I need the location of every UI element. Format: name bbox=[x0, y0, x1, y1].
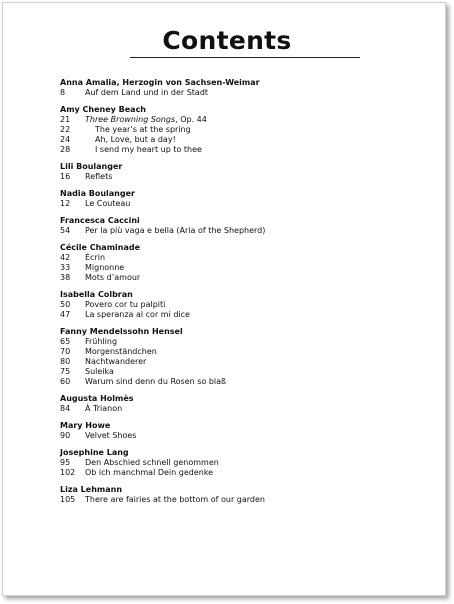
piece-title bbox=[85, 115, 430, 125]
composer-section bbox=[60, 78, 430, 98]
page-number: 102 bbox=[60, 468, 76, 477]
contents-list bbox=[60, 78, 430, 512]
contents-entry[interactable] bbox=[60, 125, 430, 135]
piece-title: Mignonne bbox=[85, 263, 125, 272]
page-number: 65 bbox=[60, 337, 71, 346]
contents-entry[interactable] bbox=[60, 367, 430, 377]
composer-name: Anna Amalia, Herzogin von Sachsen-Weimar bbox=[60, 78, 260, 87]
contents-entry[interactable] bbox=[60, 347, 430, 357]
composer-name: Nadia Boulanger bbox=[60, 189, 135, 198]
piece-title: Auf dem Land und in der Stadt bbox=[85, 88, 209, 97]
composer-name: Cécile Chaminade bbox=[60, 243, 141, 252]
page-number: 21 bbox=[60, 115, 71, 124]
piece-title: Warum sind denn du Rosen so blaß bbox=[85, 377, 227, 386]
piece-title-italic: Three Browning Songs bbox=[85, 115, 176, 124]
piece-title-suffix: , Op. 44 bbox=[175, 115, 207, 124]
page-title: Contents bbox=[162, 26, 292, 55]
contents-entry[interactable] bbox=[60, 88, 430, 98]
composer-section bbox=[60, 485, 430, 505]
page-number: 84 bbox=[60, 404, 71, 413]
contents-entry[interactable] bbox=[60, 172, 430, 182]
contents-entry[interactable] bbox=[60, 458, 430, 468]
page-number: 95 bbox=[60, 458, 71, 467]
piece-title: Frühling bbox=[85, 337, 118, 346]
page-number: 75 bbox=[60, 367, 71, 376]
piece-title: Ob ich manchmal Dein gedenke bbox=[85, 468, 214, 477]
page-number: 50 bbox=[60, 300, 71, 309]
page-number: 24 bbox=[60, 135, 71, 144]
contents-entry[interactable] bbox=[60, 310, 430, 320]
contents-entry[interactable] bbox=[60, 337, 430, 347]
piece-title: Reflets bbox=[85, 172, 113, 181]
page-number: 28 bbox=[60, 145, 71, 154]
contents-entry[interactable] bbox=[60, 199, 430, 209]
piece-title: Povero cor tu palpiti bbox=[85, 300, 166, 309]
composer-name: Liza Lehmann bbox=[60, 485, 123, 494]
title-rule bbox=[130, 57, 360, 58]
composer-name: Francesca Caccini bbox=[60, 216, 140, 225]
composer-name: Josephine Lang bbox=[60, 448, 129, 457]
composer-name: Amy Cheney Beach bbox=[60, 105, 146, 114]
contents-entry[interactable] bbox=[60, 253, 430, 263]
composer-section bbox=[60, 448, 430, 478]
contents-entry[interactable] bbox=[60, 468, 430, 478]
piece-title: Suleika bbox=[85, 367, 114, 376]
contents-entry[interactable] bbox=[60, 495, 430, 505]
contents-entry[interactable] bbox=[60, 145, 430, 155]
contents-entry[interactable] bbox=[60, 357, 430, 367]
piece-title: Le Couteau bbox=[85, 199, 131, 208]
page-number: 12 bbox=[60, 199, 71, 208]
piece-title: Mots d’amour bbox=[85, 273, 141, 282]
piece-title: Per la più vaga e bella (Aria of the Shepherd) bbox=[85, 226, 266, 235]
composer-section bbox=[60, 189, 430, 209]
contents-entry[interactable] bbox=[60, 404, 430, 414]
page-number: 90 bbox=[60, 431, 71, 440]
piece-title: The year’s at the spring bbox=[95, 125, 191, 134]
composer-section bbox=[60, 327, 430, 387]
contents-entry[interactable] bbox=[60, 263, 430, 273]
composer-section bbox=[60, 394, 430, 414]
contents-entry[interactable] bbox=[60, 135, 430, 145]
composer-section bbox=[60, 290, 430, 320]
composer-section bbox=[60, 162, 430, 182]
contents-entry[interactable] bbox=[60, 431, 430, 441]
page-number: 38 bbox=[60, 273, 71, 282]
piece-title: Morgenständchen bbox=[85, 347, 157, 356]
piece-title: La speranza al cor mi dice bbox=[85, 310, 190, 319]
page-number: 33 bbox=[60, 263, 71, 272]
contents-entry[interactable] bbox=[60, 273, 430, 283]
page-number: 22 bbox=[60, 125, 71, 134]
composer-section bbox=[60, 216, 430, 236]
contents-entry[interactable] bbox=[60, 377, 430, 387]
contents-entry[interactable] bbox=[60, 300, 430, 310]
piece-title: There are fairies at the bottom of our garden bbox=[85, 495, 266, 504]
page-number: 16 bbox=[60, 172, 71, 181]
contents-entry[interactable] bbox=[60, 226, 430, 236]
composer-section bbox=[60, 105, 430, 155]
composer-name: Mary Howe bbox=[60, 421, 111, 430]
piece-title: À Trianon bbox=[85, 404, 123, 413]
piece-title: Nachtwanderer bbox=[85, 357, 147, 366]
page-number: 8 bbox=[60, 88, 66, 97]
page-number: 70 bbox=[60, 347, 71, 356]
composer-section bbox=[60, 421, 430, 441]
composer-name: Fanny Mendelssohn Hensel bbox=[60, 327, 183, 336]
page-number: 80 bbox=[60, 357, 71, 366]
page-number: 60 bbox=[60, 377, 71, 386]
piece-title: Velvet Shoes bbox=[85, 431, 137, 440]
piece-title: Ah, Love, but a day! bbox=[95, 135, 176, 144]
contents-entry[interactable] bbox=[60, 115, 430, 125]
page-number: 105 bbox=[60, 495, 76, 504]
composer-name: Augusta Holmès bbox=[60, 394, 134, 403]
page-number: 42 bbox=[60, 253, 71, 262]
piece-title: I send my heart up to thee bbox=[95, 145, 202, 154]
composer-name: Lili Boulanger bbox=[60, 162, 123, 171]
piece-title: Écrin bbox=[85, 253, 106, 262]
page-number: 54 bbox=[60, 226, 71, 235]
composer-name: Isabella Colbran bbox=[60, 290, 133, 299]
page-number: 47 bbox=[60, 310, 71, 319]
composer-section bbox=[60, 243, 430, 283]
piece-title: Den Abschied schnell genommen bbox=[85, 458, 219, 467]
